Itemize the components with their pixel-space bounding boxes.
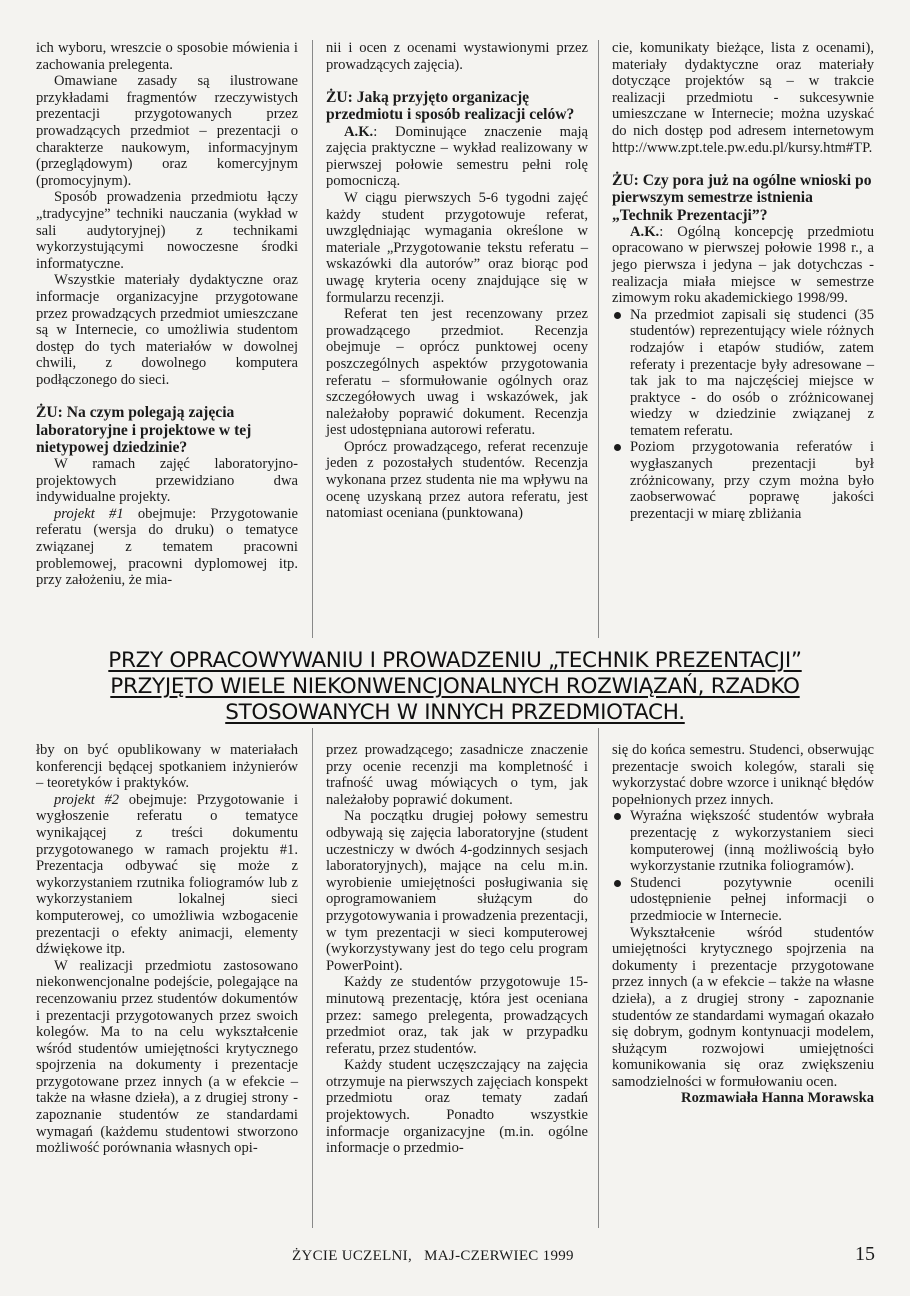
speaker-initials: A.K. (344, 123, 374, 140)
paragraph: Referat ten jest recenzowany przez prowadzącego przedmiot. Recenzja obejmuje – oprócz punktowej oceny poszczególnych aspektów przygotowania referatu – sformułowanie ogólnych oraz szczegółowych uwag i wskazówek, jak należałoby poprawić dokument. Recenzja jest udostępniana autorowi referatu. (326, 306, 588, 439)
paragraph: Na początku drugiej połowy semestru odbywają się zajęcia laboratoryjne (student uczestniczy w dwóch 4-godzinnych sesjach laboratoryjnych), mające na celu m.in. wyrobienie umiejętności posługiwania się oprogramowaniem służącym do przygotowywania i prowadzenia prezentacji, w tym prezentacji w sieci komputerowej (wykorzystywany jest do tego celu program PowerPoint). (326, 808, 588, 974)
column-1-top (36, 40, 298, 589)
column-divider-3 (312, 728, 313, 1228)
paragraph: przez prowadzącego; zasadnicze znaczenie przy ocenie recenzji ma kompletność i trafność uwag mówiących o tym, jak należałoby poprawić dokument. (326, 742, 588, 808)
author-signoff: Rozmawiała Hanna Morawska (681, 1090, 874, 1107)
paragraph: Sposób prowadzenia przedmiotu łączy „tradycyjne” techniki nauczania (wykład w sali audytoryjnej) z technikami wykorzystującymi nowoczesne środki informatyczne. (36, 189, 298, 272)
column-divider-2 (598, 40, 599, 638)
paragraph: Wszystkie materiały dydaktyczne oraz informacje organizacyjne przygotowane przez prowadzących przedmiot umieszczane są w Internecie, co umożliwia studentom dostęp do tych materiałów w dowolnej chwili, z dowolnego komputera podłączonego do sieci. (36, 272, 298, 388)
column-2-bottom (326, 742, 588, 1157)
column-2-top (326, 40, 588, 522)
list-item: Na przedmiot zapisali się studenci (35 studentów) reprezentujący wiele różnych rodzajów i etapów studiów, zatem referaty i prezentacje były adresowane – tak jak to ma najczęściej miejsce w praktyce - do osób o zróżnicowanej wiedzy w dziedzinie związanej z tematem referatu. (612, 307, 874, 440)
paragraph (612, 224, 874, 307)
paragraph: Oprócz prowadzącego, referat recenzuje jeden z pozostałych studentów. Recenzja wykonana przez studenta nie ma wpływu na ocenę uzyskaną przez autora referatu, jest natomiast oceniana (punktowana) (326, 438, 588, 522)
paragraph: W ciągu pierwszych 5-6 tygodni zajęć każdy student przygotowuje referat, uwzględniając wymagania określone w materiale „Przygotowanie tekstu referatu – wskazówki dla autorów” oraz biorąc pod uwagę kryteria oceny znajdujące się w formularzu recenzji. (326, 189, 588, 306)
list-item: Wyraźna większość studentów wybrała prezentację z wykorzystaniem sieci komputerowej (inną możliwością było wykorzystanie rzutnika foliogramów). (612, 808, 874, 874)
paragraph (36, 792, 298, 958)
interview-question: ŻU: Jaką przyjęto organizację przedmiotu i sposób realizacji celów? (326, 89, 575, 124)
paragraph: ich wyboru, wreszcie o sposobie mówienia i zachowania prelegenta. (36, 40, 298, 73)
interview-question: ŻU: Na czym polegają zajęcia laboratoryjne i projektowe w tej nietypowej dziedzinie? (36, 404, 252, 456)
paragraph: łby on być opublikowany w materiałach konferencji będącej spotkaniem inżynierów – teoretyków i praktyków. (36, 742, 298, 792)
column-3-top (612, 40, 874, 522)
paragraph: Omawiane zasady są ilustrowane przykładami fragmentów rzeczywistych prezentacji przygotowanych przez prowadzących przedmiot – prezentacji o charakterze naukowym, informacyjnym (przeglądowym) oraz komercyjnym (promocyjnym). (36, 73, 298, 189)
paragraph: się do końca semestru. Studenci, obserwując prezentacje swoich kolegów, starali się wykorzystać dobre wzorce i uniknąć błędów popełnionych przez innych. (612, 742, 874, 808)
page-number: 15 (855, 1243, 875, 1265)
paragraph: Każdy student uczęszczający na zajęcia otrzymuje na pierwszych zajęciach konspekt przedmiotu oraz tematy zadań projektowych. Ponadto wszystkie informacje organizacyjne (m.in. ogólne informacje o przedmio- (326, 1057, 588, 1157)
paragraph-text: : Dominujące znaczenie mają zajęcia praktyczne – wykład realizowany w pierwszej połowie semestru pełni rolę pomocniczą. (326, 123, 588, 190)
list-item: Studenci pozytywnie ocenili udostępnienie pełnej informacji o przedmiocie w Internecie. (612, 875, 874, 925)
paragraph (36, 506, 298, 589)
column-divider-1 (312, 40, 313, 638)
paragraph: Każdy ze studentów przygotowuje 15-minutową prezentację, która jest oceniana przez: samego prelegenta, prowadzących przedmiot oraz, tak jak w przypadku referatu, przez studentów. (326, 974, 588, 1057)
project-label: projekt #2 (54, 791, 120, 808)
footer-publication-title: ŻYCIE UCZELNI, MAJ-CZERWIEC 1999 (292, 1248, 574, 1264)
paragraph (326, 124, 588, 190)
bullet-list (612, 808, 874, 924)
paragraph: Wykształcenie wśród studentów umiejętności krytycznego spojrzenia na dokumenty i prezentacje przygotowane przez innych (a w efekcie – także na własne dzieła), a z drugiej strony - zapoznanie studentów ze standardami wymagań okazało się dobrym, godnym kontynuacji modelem, służącym rozwojowi umiejętności komunikowania się oraz zwiększeniu samodzielności w formułowaniu ocen. (612, 924, 874, 1090)
paragraph-text: obejmuje: Przygotowanie i wygłoszenie referatu o tematyce wynikającej z treści dokumentu przygotowanego w ramach projektu #1. Prezentacja odbywać się może z wykorzystaniem rzutnika foliogramów lub z wykorzystaniem lokalnej sieci komputerowej, co umożliwia wzbogacenie prezentacji o efekty animacji, elementy dźwiękowe itp. (36, 791, 298, 958)
speaker-initials: A.K. (630, 223, 660, 240)
paragraph: nii i ocen z ocenami wystawionymi przez prowadzących zajęcia). (326, 40, 588, 73)
bullet-list (612, 307, 874, 523)
column-divider-4 (598, 728, 599, 1228)
column-3-bottom (612, 742, 874, 1107)
paragraph-text: : Ogólną koncepcję przedmiotu opracowano w pierwszej połowie 1998 r., a jego pierwsza i jedyna – jak dotychczas - realizacja miała miejsce w semestrze zimowym roku akademickiego 1998/99. (612, 223, 874, 307)
list-item: Poziom przygotowania referatów i wygłaszanych prezentacji był zróżnicowany, przy czym można było zaobserwować poprawę jakości prezentacji w miarę zbliżania (612, 439, 874, 522)
headline-line: PRZY OPRACOWYWANIU I PROWADZENIU „TECHNIK PREZENTACJI” (108, 648, 802, 673)
pull-quote-headline (60, 648, 850, 726)
project-label: projekt #1 (54, 505, 124, 522)
column-1-bottom (36, 742, 298, 1157)
headline-line: PRZYJĘTO WIELE NIEKONWENCJONALNYCH ROZWIĄZAŃ, RZADKO (110, 674, 800, 699)
paragraph-text: obejmuje: Przygotowanie referatu (wersja do druku) o tematyce związanej z tematem pracowni problemowej, pracowni dyplomowej itp. przy założeniu, że mia- (36, 505, 298, 589)
interview-question: ŻU: Czy pora już na ogólne wnioski po pierwszym semestrze istnienia „Technik Prezentacji”? (612, 172, 872, 224)
paragraph: W realizacji przedmiotu zastosowano niekonwencjonalne podejście, polegające na recenzowaniu przez studentów dokumentów i prezentacji przygotowanych przez swoich kolegów. Ma to na celu wykształcenie wśród studentów umiejętności krytycznego spojrzenia na dokumenty i prezentacje przygotowane przez innych (a w efekcie – także na własne dzieła), a z drugiej strony - zapoznanie studentów ze standardami wymagań (każdemu studentowi stworzono możliwość porównania własnych opi- (36, 957, 298, 1157)
paragraph: cie, komunikaty bieżące, lista z ocenami), materiały dydaktyczne oraz materiały dotyczące projektów są – w trakcie realizacji przedmiotu - sukcesywnie umieszczane w Internecie; można uzyskać do nich dostęp pod adresem internetowym http://www.zpt.tele.pw.edu.pl/kursy.htm#TP. (612, 40, 874, 156)
paragraph: W ramach zajęć laboratoryjno-projektowych przewidziano dwa indywidualne projekty. (36, 456, 298, 506)
headline-line: STOSOWANYCH W INNYCH PRZEDMIOTACH. (225, 700, 685, 725)
